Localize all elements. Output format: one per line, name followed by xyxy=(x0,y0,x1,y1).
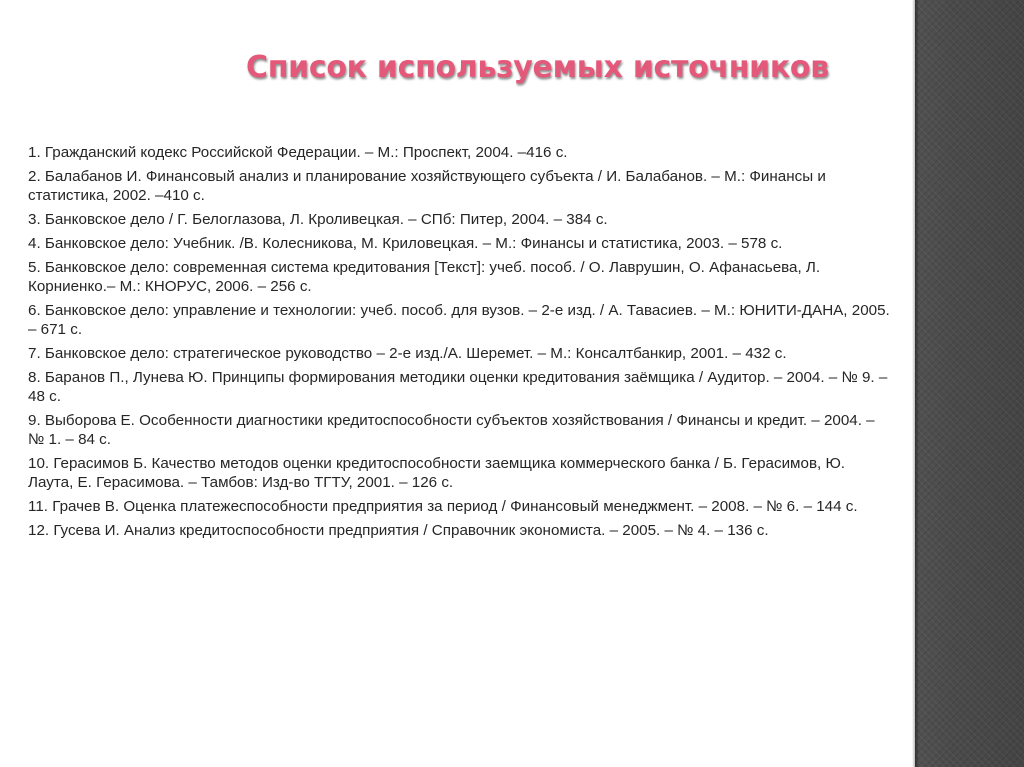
reference-item-7: 7. Банковское дело: стратегическое руководство – 2-е изд./А. Шеремет. – М.: Консалтбанкир, 2001. – 432 с. xyxy=(28,345,787,362)
reference-item-2: 2. Балабанов И. Финансовый анализ и планирование хозяйствующего субъекта / И. Балабанов. – М.: Финансы и статистика, 2002. –410 с. xyxy=(28,168,826,204)
reference-item-12: 12. Гусева И. Анализ кредитоспособности предприятия / Справочник экономиста. – 2005. – № 4. – 136 с. xyxy=(28,522,769,539)
reference-item-6: 6. Банковское дело: управление и технологии: учеб. пособ. для вузов. – 2-е изд. / А. Тавасиев. – М.: ЮНИТИ-ДАНА, 2005. – 671 с. xyxy=(28,302,890,338)
slide-title: Список используемых источников xyxy=(246,50,829,85)
reference-item-11: 11. Грачев В. Оценка платежеспособности предприятия за период / Финансовый менеджмент. – 2008. – № 6. – 144 с. xyxy=(28,498,858,515)
reference-item-3: 3. Банковское дело / Г. Белоглазова, Л. Кроливецкая. – СПб: Питер, 2004. – 384 с. xyxy=(28,211,608,228)
decorative-side-panel xyxy=(915,0,1024,767)
reference-item-5: 5. Банковское дело: современная система кредитования [Текст]: учеб. пособ. / О. Лаврушин, О. Афанасьева, Л. Корниенко.– М.: КНОРУС, 2006. – 256 с. xyxy=(28,259,821,295)
reference-item-8: 8. Баранов П., Лунева Ю. Принципы формирования методики оценки кредитования заёмщика / Аудитор. – 2004. – № 9. – 48 с. xyxy=(28,369,888,405)
reference-item-10: 10. Герасимов Б. Качество методов оценки кредитоспособности заемщика коммерческого банка / Б. Герасимов, Ю. Лаута, Е. Герасимова. – Тамбов: Изд-во ТГТУ, 2001. – 126 с. xyxy=(28,455,846,491)
reference-list xyxy=(28,143,890,545)
reference-item-4: 4. Банковское дело: Учебник. /В. Колесникова, М. Криловецкая. – М.: Финансы и статистика, 2003. – 578 с. xyxy=(28,235,783,252)
reference-item-9: 9. Выборова Е. Особенности диагностики кредитоспособности субъектов хозяйствования / Финансы и кредит. – 2004. – № 1. – 84 с. xyxy=(28,412,875,448)
reference-item-1: 1. Гражданский кодекс Российской Федерации. – М.: Проспект, 2004. –416 с. xyxy=(28,144,568,161)
